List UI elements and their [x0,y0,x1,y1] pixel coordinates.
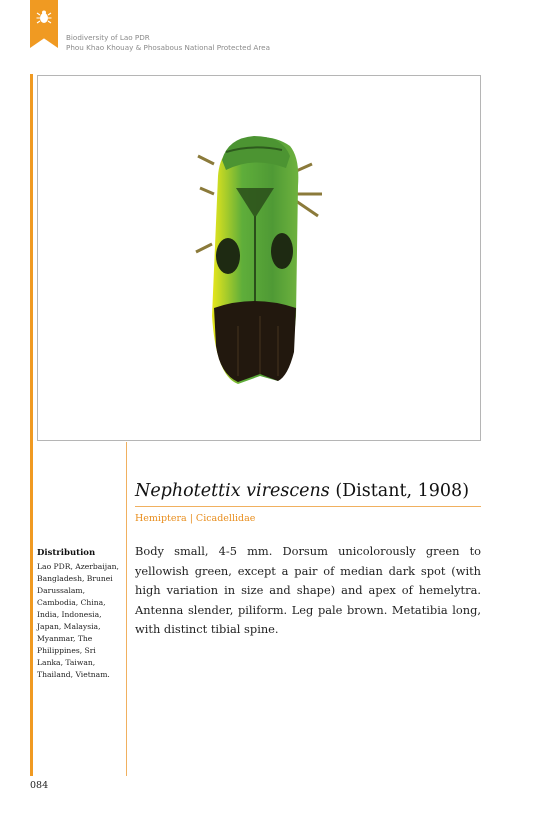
running-header [66,33,270,53]
species-description: Body small, 4-5 mm. Dorsum unicolorously green to yellowish green, except a pair of median dark spot (with high variation in size and shape) and apex of hemelytra. Antenna slender, piliform. Leg pale brown. Metatibia long, with distinct tibial spine. [135,544,481,636]
distribution-text: Lao PDR, Azerbaijan, Bangladesh, Brunei Darussalam, Cambodia, China, India, Indonesia, Japan, Malaysia, Myanmar, The Philippines, Sri Lanka, Taiwan, Thailand, Vietnam. [37,562,119,679]
header-line-1: Biodiversity of Lao PDR [66,33,150,42]
header-line-2: Phou Khao Khouay & Phosabous National Protected Area [66,43,270,52]
bookmark-tab [30,0,58,48]
column-divider [126,442,127,776]
page-number: 084 [30,780,49,791]
leafhopper-illustration [38,76,480,440]
species-authority: (Distant, 1908) [329,481,470,501]
species-title [135,481,469,501]
accent-bar [30,74,33,776]
species-binomial: Nephotettix virescens [135,481,330,501]
insect-icon [36,9,52,25]
taxonomy-line: Hemiptera | Cicadellidae [135,513,256,524]
title-rule [135,506,481,507]
distribution-heading: Distribution [37,548,96,558]
specimen-photo [37,75,481,441]
